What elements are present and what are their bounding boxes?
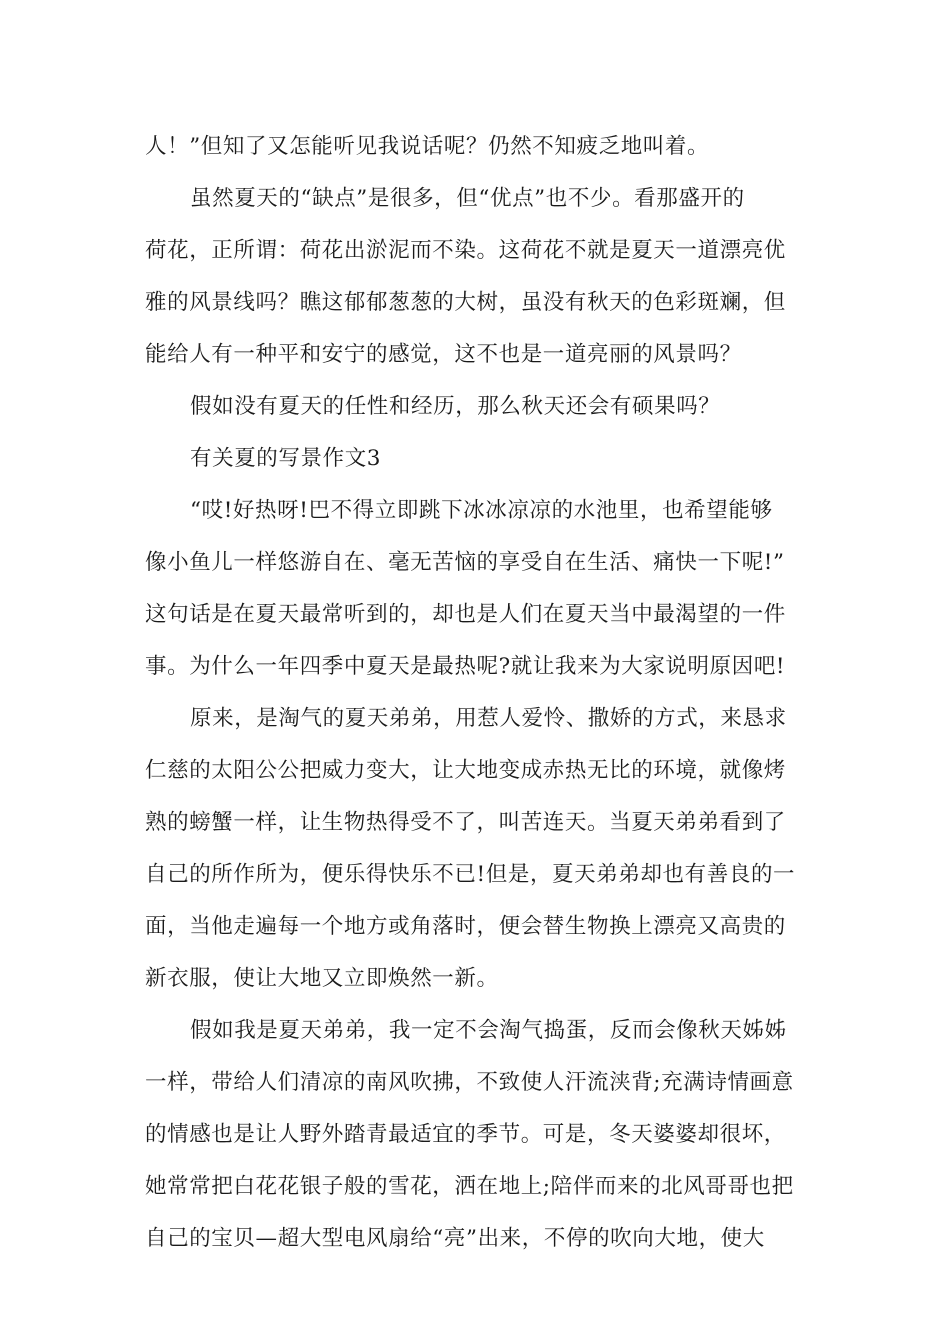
text-line: 自己的所作所为，便乐得快乐不已!但是，夏天弟弟却也有善良的一	[145, 862, 796, 887]
paragraph-first-line: 原来，是淘气的夏天弟弟，用惹人爱怜、撒娇的方式，来恳求	[190, 706, 787, 731]
text-line-continuation: 人！”但知了又怎能听见我说话呢？仍然不知疲乏地叫着。	[145, 134, 710, 159]
text-line: 仁慈的太阳公公把威力变大，让大地变成赤热无比的环境，就像烤	[145, 758, 786, 783]
text-line: 像小鱼儿一样悠游自在、毫无苦恼的享受自在生活、痛快一下呢!”	[145, 550, 785, 575]
paragraph-first-line: 虽然夏天的“缺点”是很多，但“优点”也不少。看那盛开的	[190, 186, 745, 211]
text-line: 她常常把白花花银子般的雪花，洒在地上;陪伴而来的北风哥哥也把	[145, 1174, 794, 1199]
section-heading: 有关夏的写景作文3	[190, 446, 382, 471]
text-line: 新衣服，使让大地又立即焕然一新。	[145, 966, 499, 991]
text-line: 的情感也是让人野外踏青最适宜的季节。可是，冬天婆婆却很坏，	[145, 1122, 786, 1147]
text-line: 事。为什么一年四季中夏天是最热呢?就让我来为大家说明原因吧!	[145, 654, 786, 679]
paragraph-first-line: 假如我是夏天弟弟，我一定不会淘气捣蛋，反而会像秋天姊姊	[190, 1018, 787, 1043]
text-line: 荷花，正所谓：荷花出淤泥而不染。这荷花不就是夏天一道漂亮优	[145, 238, 786, 263]
text-line: 一样，带给人们清凉的南风吹拂，不致使人汗流浃背;充满诗情画意	[145, 1070, 794, 1095]
text-line: 雅的风景线吗？瞧这郁郁葱葱的大树，虽没有秋天的色彩斑斓，但	[145, 290, 786, 315]
text-line: 面，当他走遍每一个地方或角落时，便会替生物换上漂亮又高贵的	[145, 914, 786, 939]
paragraph-first-line: “哎!好热呀!巴不得立即跳下冰冰凉凉的水池里，也希望能够	[190, 498, 773, 523]
text-line: 能给人有一种平和安宁的感觉，这不也是一道亮丽的风景吗？	[145, 342, 742, 367]
paragraph-first-line: 假如没有夏天的任性和经历，那么秋天还会有硕果吗？	[190, 394, 721, 419]
text-line: 熟的螃蟹一样，让生物热得受不了，叫苦连天。当夏天弟弟看到了	[145, 810, 786, 835]
text-line: 这句话是在夏天最常听到的，却也是人们在夏天当中最渴望的一件	[145, 602, 786, 627]
text-line: 自己的宝贝—超大型电风扇给“亮”出来，不停的吹向大地，使大	[145, 1226, 765, 1251]
